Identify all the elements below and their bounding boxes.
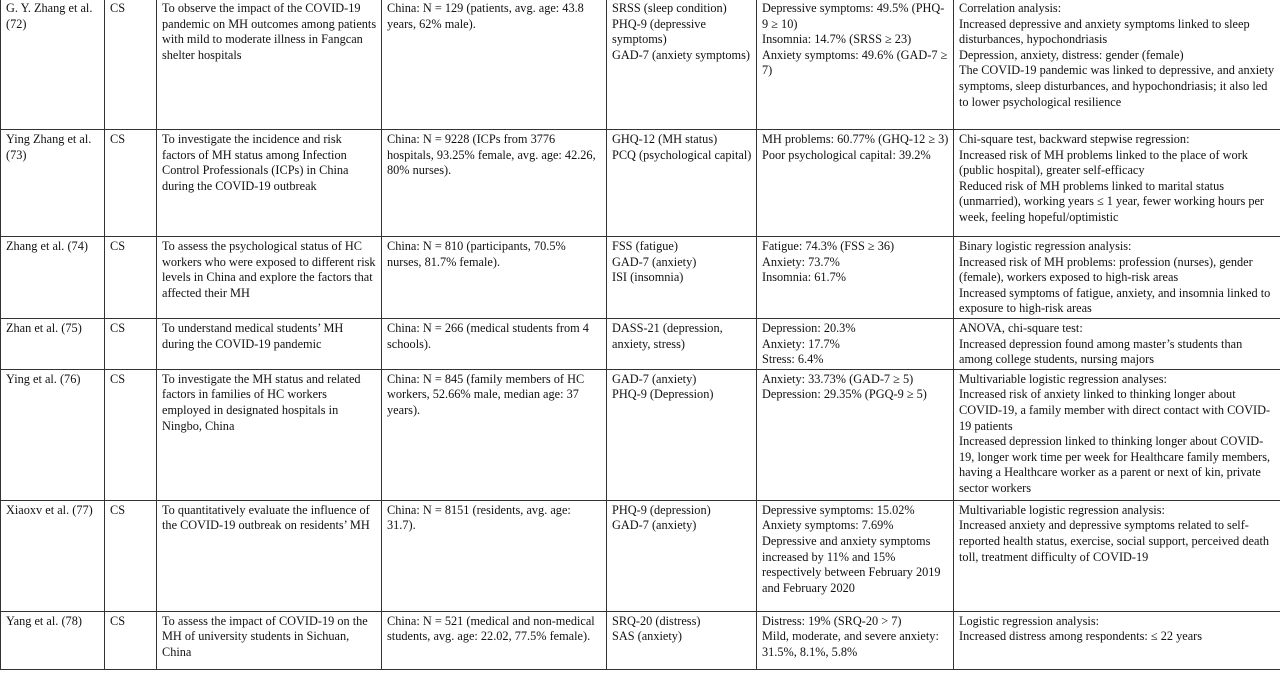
- analysis-cell: [954, 318, 1280, 369]
- measures-line: PHQ-9 (depression): [612, 502, 711, 517]
- study-cell: Ying Zhang et al. (73): [1, 130, 105, 237]
- analysis-line: Increased anxiety and depressive symptoms related to self-reported health status, exercise, social support, perceived death toll, treatment difficulty of COVID-19: [959, 518, 1270, 564]
- design-cell: CS: [105, 500, 157, 611]
- measures-line: PCQ (psychological capital): [612, 147, 752, 162]
- measures-line: GAD-7 (anxiety): [612, 518, 697, 533]
- sample-cell: China: N = 810 (participants, 70.5% nurses, 81.7% female).: [382, 237, 607, 319]
- analysis-line: ANOVA, chi-square test:: [959, 320, 1083, 335]
- measures-line: PHQ-9 (Depression): [612, 387, 714, 402]
- study-cell: G. Y. Zhang et al. (72): [1, 0, 105, 130]
- outcomes-line: Depressive and anxiety symptoms increased by 11% and 15% respectively between February 2019 and February 2020: [762, 533, 941, 595]
- outcomes-line: Poor psychological capital: 39.2%: [762, 147, 931, 162]
- measures-cell: [607, 611, 757, 669]
- outcomes-line: Insomnia: 61.7%: [762, 270, 847, 285]
- measures-line: GHQ-12 (MH status): [612, 132, 718, 146]
- aim-cell: To investigate the MH status and related factors in families of HC workers employed in designated hospitals in Ningbo, China: [157, 369, 382, 500]
- outcomes-cell: [757, 500, 954, 611]
- analysis-line: Increased depression found among master’s students than among college students, nursing majors: [959, 336, 1243, 367]
- table-row: [1, 318, 1280, 369]
- measures-line: SRQ-20 (distress): [612, 613, 701, 628]
- outcomes-cell: [757, 237, 954, 319]
- design-cell: CS: [105, 0, 157, 130]
- analysis-cell: [954, 369, 1280, 500]
- analysis-line: Reduced risk of MH problems linked to marital status (unmarried), working years ≤ 1 year, fewer working hours per week, feeling hopeful/optimistic: [959, 178, 1265, 224]
- sample-cell: China: N = 845 (family members of HC workers, 52.66% male, median age: 37 years).: [382, 369, 607, 500]
- aim-cell: To understand medical students’ MH during the COVID-19 pandemic: [157, 318, 382, 369]
- table-row: [1, 500, 1280, 611]
- design-cell: CS: [105, 318, 157, 369]
- outcomes-line: Depression: 20.3%: [762, 320, 856, 335]
- design-cell: CS: [105, 369, 157, 500]
- aim-cell: To observe the impact of the COVID-19 pandemic on MH outcomes among patients with mild to moderate illness in Fangcan shelter hospitals: [157, 0, 382, 130]
- measures-line: GAD-7 (anxiety symptoms): [612, 47, 750, 62]
- analysis-line: Increased symptoms of fatigue, anxiety, and insomnia linked to exposure to high-risk areas: [959, 285, 1271, 316]
- design-cell: CS: [105, 237, 157, 319]
- analysis-cell: [954, 500, 1280, 611]
- measures-line: GAD-7 (anxiety): [612, 371, 697, 386]
- study-cell: Zhang et al. (74): [1, 237, 105, 319]
- study-cell: Yang et al. (78): [1, 611, 105, 669]
- analysis-line: Correlation analysis:: [959, 1, 1062, 15]
- table-row: [1, 611, 1280, 669]
- outcomes-line: Anxiety: 73.7%: [762, 254, 840, 269]
- outcomes-cell: [757, 369, 954, 500]
- analysis-line: Increased depressive and anxiety symptoms linked to sleep disturbances, hypochondriasis: [959, 16, 1250, 47]
- analysis-line: Increased depression linked to thinking longer about COVID-19, longer work time per week for Healthcare family members, having a Healthcare worker as a parent or next of kin, private sector workers: [959, 434, 1271, 495]
- analysis-line: Multivariable logistic regression analysis:: [959, 502, 1165, 517]
- outcomes-line: Depressive symptoms: 15.02%: [762, 502, 915, 517]
- outcomes-line: Insomnia: 14.7% (SRSS ≥ 23): [762, 32, 912, 47]
- measures-line: SAS (anxiety): [612, 629, 683, 644]
- outcomes-cell: [757, 611, 954, 669]
- analysis-cell: [954, 0, 1280, 130]
- outcomes-cell: [757, 0, 954, 130]
- table-row: [1, 237, 1280, 319]
- analysis-line: Binary logistic regression analysis:: [959, 239, 1132, 253]
- aim-cell: To investigate the incidence and risk factors of MH status among Infection Control Professionals (ICPs) in China during the COVID-19 outbreak: [157, 130, 382, 237]
- aim-cell: To quantitatively evaluate the influence of the COVID-19 outbreak on residents’ MH: [157, 500, 382, 611]
- outcomes-line: Depressive symptoms: 49.5% (PHQ-9 ≥ 10): [762, 1, 945, 31]
- analysis-cell: [954, 130, 1280, 237]
- outcomes-line: Distress: 19% (SRQ-20 > 7): [762, 613, 902, 628]
- outcomes-line: Anxiety symptoms: 49.6% (GAD-7 ≥ 7): [762, 47, 948, 78]
- measures-cell: [607, 369, 757, 500]
- sample-cell: China: N = 266 (medical students from 4 schools).: [382, 318, 607, 369]
- measures-cell: [607, 237, 757, 319]
- table-body: [1, 0, 1280, 669]
- aim-cell: To assess the impact of COVID-19 on the MH of university students in Sichuan, China: [157, 611, 382, 669]
- study-cell: Zhan et al. (75): [1, 318, 105, 369]
- outcomes-line: MH problems: 60.77% (GHQ-12 ≥ 3): [762, 132, 949, 146]
- analysis-line: Logistic regression analysis:: [959, 613, 1100, 628]
- measures-line: ISI (insomnia): [612, 270, 684, 285]
- outcomes-line: Fatigue: 74.3% (FSS ≥ 36): [762, 239, 895, 253]
- outcomes-line: Anxiety: 17.7%: [762, 336, 840, 351]
- analysis-line: Chi-square test, backward stepwise regression:: [959, 132, 1190, 146]
- measures-cell: [607, 318, 757, 369]
- measures-cell: [607, 130, 757, 237]
- table-row: [1, 0, 1280, 130]
- sample-cell: China: N = 521 (medical and non-medical students, avg. age: 22.02, 77.5% female).: [382, 611, 607, 669]
- analysis-line: Depression, anxiety, distress: gender (female): [959, 47, 1184, 62]
- design-cell: CS: [105, 611, 157, 669]
- outcomes-line: Anxiety symptoms: 7.69%: [762, 518, 894, 533]
- sample-cell: China: N = 129 (patients, avg. age: 43.8 years, 62% male).: [382, 0, 607, 130]
- sample-cell: China: N = 8151 (residents, avg. age: 31.7).: [382, 500, 607, 611]
- measures-cell: [607, 0, 757, 130]
- analysis-line: Increased risk of MH problems linked to the place of work (public hospital), greater self-efficacy: [959, 147, 1248, 178]
- measures-line: PHQ-9 (depressive symptoms): [612, 16, 706, 47]
- outcomes-line: Mild, moderate, and severe anxiety: 31.5%, 8.1%, 5.8%: [762, 629, 939, 659]
- outcomes-line: Depression: 29.35% (PGQ-9 ≥ 5): [762, 387, 927, 402]
- study-cell: Xiaoxv et al. (77): [1, 500, 105, 611]
- outcomes-cell: [757, 130, 954, 237]
- table-row: [1, 369, 1280, 500]
- design-cell: CS: [105, 130, 157, 237]
- measures-line: SRSS (sleep condition): [612, 1, 727, 15]
- outcomes-line: Anxiety: 33.73% (GAD-7 ≥ 5): [762, 371, 914, 386]
- aim-cell: To assess the psychological status of HC workers who were exposed to different risk levels in China and explore the factors that affected their MH: [157, 237, 382, 319]
- analysis-line: The COVID-19 pandemic was linked to depressive, and anxiety symptoms, sleep disturbances, and hypochondriasis; it also led to lower psychological resilience: [959, 63, 1275, 109]
- analysis-cell: [954, 237, 1280, 319]
- analysis-cell: [954, 611, 1280, 669]
- sample-cell: China: N = 9228 (ICPs from 3776 hospitals, 93.25% female, avg. age: 42.26, 80% nurses).: [382, 130, 607, 237]
- measures-line: GAD-7 (anxiety): [612, 254, 697, 269]
- study-cell: Ying et al. (76): [1, 369, 105, 500]
- measures-line: DASS-21 (depression, anxiety, stress): [612, 320, 723, 351]
- analysis-line: Multivariable logistic regression analyses:: [959, 371, 1167, 386]
- measures-line: FSS (fatigue): [612, 239, 678, 253]
- outcomes-line: Stress: 6.4%: [762, 352, 824, 367]
- analysis-line: Increased distress among respondents: ≤ 22 years: [959, 629, 1203, 644]
- analysis-line: Increased risk of anxiety linked to thinking longer about COVID-19, a family member with direct contact with COVID-19 patients: [959, 387, 1271, 433]
- table-row: [1, 130, 1280, 237]
- outcomes-cell: [757, 318, 954, 369]
- analysis-line: Increased risk of MH problems: profession (nurses), gender (female), workers exposed to high-risk areas: [959, 254, 1253, 285]
- measures-cell: [607, 500, 757, 611]
